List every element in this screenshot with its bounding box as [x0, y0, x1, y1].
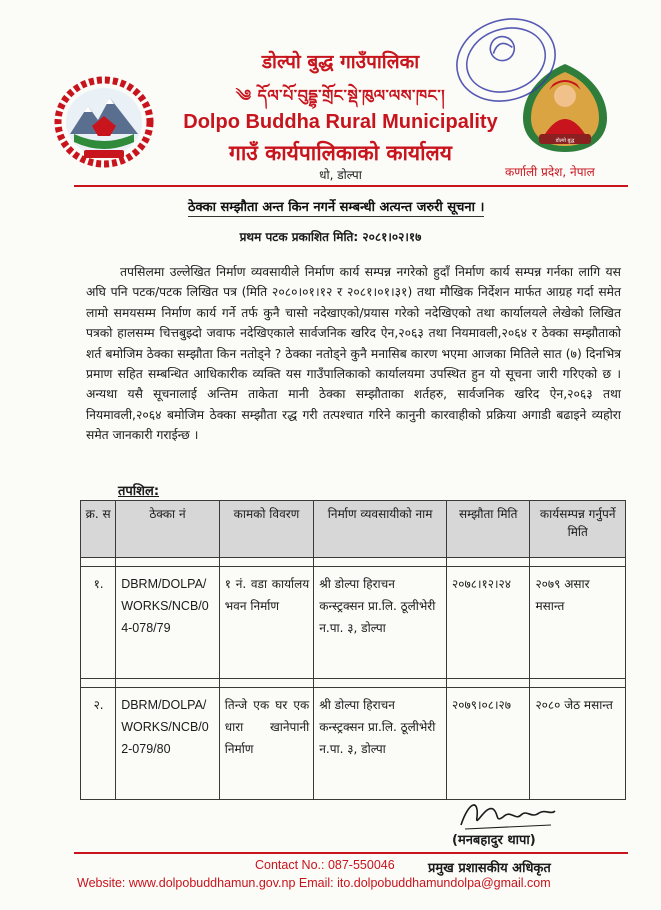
contractor-name: श्री डोल्पा हिराचन कन्स्ट्रक्सन प्रा.लि. ठूलीभेरी न.पा. ३, डोल्पा [314, 567, 447, 679]
completion-date: २०७९ असार मसान्त [530, 567, 626, 679]
contract-table [80, 500, 626, 800]
column-header: निर्माण व्यवसायीको नाम [314, 501, 447, 558]
office-stamp-icon [446, 10, 566, 110]
serial-number: २. [81, 688, 116, 800]
notice-subject: ठेक्का सम्झौता अन्त किन नगर्ने सम्बन्धी अत्यन्त जरुरी सूचना । [188, 197, 484, 217]
table-row [81, 688, 626, 800]
agreement-date: २०७८।१२।२४ [446, 567, 529, 679]
office-location: धो, डोल्पा [319, 168, 362, 182]
column-header: सम्झौता मिति [446, 501, 529, 558]
table-row [81, 567, 626, 679]
signature-mark [455, 795, 560, 835]
municipality-name-english: Dolpo Buddha Rural Municipality [183, 111, 498, 133]
signatory-name: (मनबहादुर थापा) [452, 833, 536, 848]
table-spacer [81, 679, 626, 688]
work-description: तिन्जे एक घर एक धारा खानेपानी निर्माण [219, 688, 314, 800]
municipality-name-nepali: डोल्पो बुद्ध गाउँपालिका [261, 51, 420, 73]
footer-divider [74, 852, 628, 854]
notice-body: तपसिलमा उल्लेखित निर्माण व्यवसायीले निर्माण कार्य सम्पन्न नगरेको हुदाँ निर्माण कार्य सम्पन्न गर्नका लागि यस अघि पनि पटक/पटक लिखित पत्र (मिति २०८०।०१।१२ र २०८१।०१।३१) तथा मौखिक निर्देशन मार्फत आग्रह गर्दा समेत लामो समयसम्म निर्माण कार्य गर्ने तर्फ कुनै चासो नदेखाएको/प्रयास गरेको नदेखिएको तथा कार्यालयले लेखेको लिखित पत्रको हालसम्म चित्तबुझ्दो जवाफ नदेखिएकाले सार्वजनिक खरिद ऐन,२०६३ तथा नियमावली,२०६४ र ठेक्का सम्झौताको शर्त बमोजिम ठेक्का सम्झौता किन नतोड्ने ? ठेक्का नतोड्ने कुनै मनासिब कारण भएमा आजका मितिले सात (७) दिनभित्र प्रमाण सहित सम्बन्धित आधिकारीक व्यक्ति यस गाउँपालिकाको कार्यालयमा उपस्थित हुन यो सूचना जारी गरिएको छ । अन्यथा यसै सूचनालाई अन्तिम ताकेता मानी ठेक्का सम्झौताका शर्तहरु, सार्वजनिक खरिद ऐन,२०६३ तथा नियमावली,२०६४ बमोजिम ठेक्का सम्झौता रद्ध गरी तत्पश्चात गरिने कानुनी कारवाहीको प्रक्रिया अगाडी बढाइने व्यहोरा समेत जानकारी गराईन्छ । [86, 265, 621, 443]
table-title: तपशिल: [118, 484, 160, 499]
municipality-name-tibetan: ༄ དོལ་པོ་བུདྡྷ་གྲོང་སྡེ་ཁུལ་ལས་ཁང་། [235, 86, 446, 105]
column-header: ठेक्का नं [116, 501, 220, 558]
contact-number: Contact No.: 087-550046 [255, 858, 395, 872]
column-header: क्र. स [81, 501, 116, 558]
work-description: १ नं. वडा कार्यालय भवन निर्माण [219, 567, 314, 679]
serial-number: १. [81, 567, 116, 679]
table-header-row [81, 501, 626, 558]
contract-number: DBRM/DOLPA/WORKS/NCB/04-078/79 [116, 567, 220, 679]
signatory-title: प्रमुख प्रशासकीय अधिकृत [428, 861, 551, 876]
published-date: प्रथम पटक प्रकाशित मिति: २०८१।०२।१७ [239, 230, 422, 244]
agreement-date: २०७९।०८।२७ [446, 688, 529, 800]
column-header: कामको विवरण [219, 501, 314, 558]
column-header: कार्यसम्पन्न गर्नुपर्ने मिति [530, 501, 626, 558]
contract-number: DBRM/DOLPA/WORKS/NCB/02-079/80 [116, 688, 220, 800]
header-divider [74, 185, 628, 187]
contractor-name: श्री डोल्पा हिराचन कन्स्ट्रक्सन प्रा.लि. ठूलीभेरी न.पा. ३, डोल्पा [314, 688, 447, 800]
website-email: Website: www.dolpobuddhamun.gov.np Email: ito.dolpobuddhamundolpa@gmail.com [77, 876, 551, 890]
completion-date: २०८० जेठ मसान्त [530, 688, 626, 800]
table-spacer [81, 558, 626, 567]
office-name: गाउँ कार्यपालिकाको कार्यालय [229, 141, 452, 165]
svg-text:डोल्पो बुद्ध: डोल्पो बुद्ध [555, 138, 575, 144]
province-label: कर्णाली प्रदेश, नेपाल [505, 165, 595, 179]
